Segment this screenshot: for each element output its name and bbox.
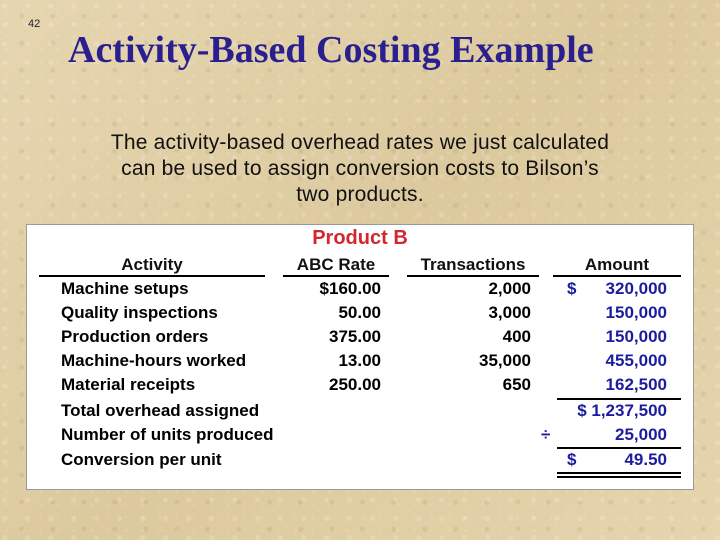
conversion-dollar-sign: $ — [567, 450, 577, 469]
row-rate: 50.00 — [338, 303, 381, 322]
row-label: Production orders — [61, 327, 209, 346]
row-amount: 162,500 — [605, 375, 667, 394]
row-amount: 320,000 — [605, 279, 667, 298]
row-rate: 375.00 — [329, 327, 381, 346]
header-underline-activity — [39, 275, 265, 277]
conversion-label: Conversion per unit — [61, 450, 222, 469]
units-amount: 25,000 — [615, 425, 667, 444]
header-underline-amount — [553, 275, 681, 277]
row-label: Quality inspections — [61, 303, 218, 322]
division-line — [557, 447, 681, 449]
slide-number: 42 — [28, 18, 41, 30]
row-amount: 455,000 — [605, 351, 667, 370]
header-transactions: Transactions — [420, 255, 526, 274]
header-amount: Amount — [584, 255, 650, 274]
double-underline-top — [557, 472, 681, 474]
row-rate: $160.00 — [319, 279, 381, 298]
row-transactions: 2,000 — [488, 279, 531, 298]
row-transactions: 650 — [502, 375, 531, 394]
row-transactions: 400 — [502, 327, 531, 346]
cost-table-panel — [26, 224, 694, 490]
subtitle-line: The activity-based overhead rates we just calculated — [110, 131, 610, 154]
row-transactions: 3,000 — [488, 303, 531, 322]
row-dollar-sign: $ — [567, 279, 577, 298]
row-label: Machine setups — [61, 279, 189, 298]
total-amount: $ 1,237,500 — [577, 401, 667, 420]
row-rate: 250.00 — [329, 375, 381, 394]
total-label: Total overhead assigned — [61, 401, 260, 420]
conversion-amount: 49.50 — [624, 450, 667, 469]
units-label: Number of units produced — [61, 425, 274, 444]
subtotal-line — [557, 398, 681, 400]
row-amount: 150,000 — [605, 327, 667, 346]
divide-sign: ÷ — [541, 425, 551, 444]
subtitle-line: can be used to assign conversion costs to Bilson’s — [121, 157, 599, 180]
header-underline-rate — [283, 275, 389, 277]
slide-title: Activity-Based Costing Example — [68, 29, 594, 71]
header-rate: ABC Rate — [296, 255, 376, 274]
subtitle — [40, 130, 680, 208]
subtitle-line: two products. — [296, 183, 424, 206]
header-underline-transactions — [407, 275, 539, 277]
double-underline-bottom — [557, 476, 681, 478]
row-label: Material receipts — [61, 375, 196, 394]
row-rate: 13.00 — [338, 351, 381, 370]
row-transactions: 35,000 — [479, 351, 531, 370]
row-amount: 150,000 — [605, 303, 667, 322]
row-label: Machine-hours worked — [61, 351, 247, 370]
header-activity: Activity — [121, 255, 183, 274]
product-heading: Product B — [312, 227, 408, 249]
